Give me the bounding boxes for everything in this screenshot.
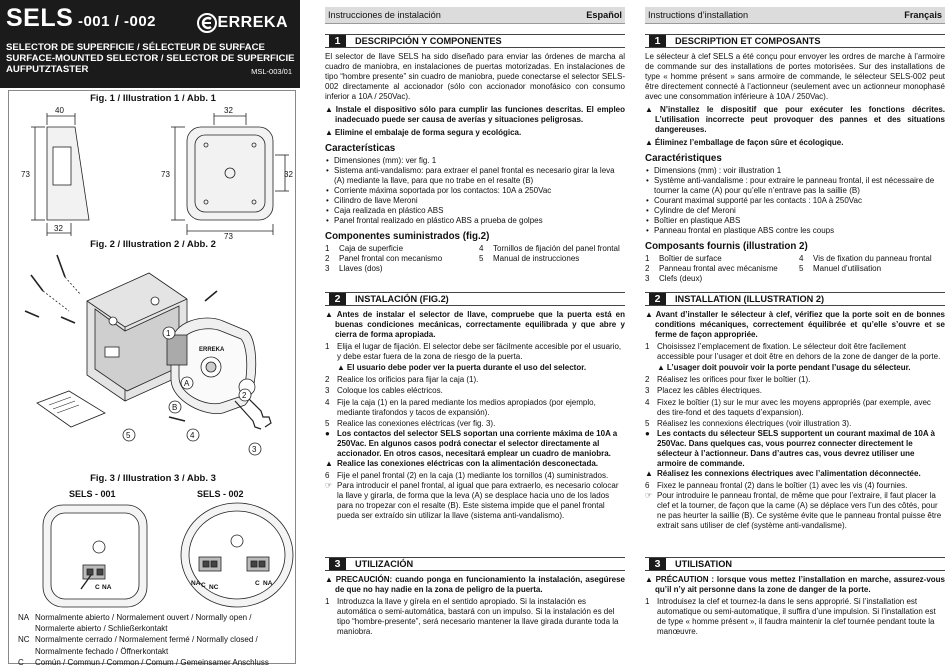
warning-triangle-icon: ▲ [325,575,334,584]
fig2-callout-b: B [172,403,178,412]
warning-triangle-icon: ▲ [325,105,334,114]
warning-triangle-icon: ▲ [325,459,333,468]
product-subtitle: SELECTOR DE SUPERFICIE / SÉLECTEUR DE SURFACE SURFACE-MOUNTED SELECTOR / SELECTOR DE SUPERFICIE AUFPUTZTASTER [6,42,295,75]
fr-characteristics-title: Caractéristiques [645,153,722,164]
fig2-callout-2: 2 [242,391,247,400]
info-circle-icon: ● [325,429,330,438]
es-parts-title: Componentes suministrados (fig.2) [325,231,490,242]
fig3-label-sels002: SELS - 002 [197,489,244,499]
fig3-right-term-c2: C [255,580,260,587]
product-title: SELS -001 / -002 [6,4,157,32]
warning-triangle-icon: ▲ [337,363,345,372]
legend-row-nc: NC Normalmente cerrado / Normalement fermé / Normally closed / Normalmente fechado / Öffnerkontakt [18,635,258,656]
fig1-dim-top: 32 [224,106,233,115]
es-section-3-body: ▲ PRECAUCIÓN: cuando ponga en funcionamiento la instalación, asegúrese de que no hay nadie en la zona de peligro de la puerta. 1 Introduzca la llave y gírela en el sentido apropiado. Si la instalación es automática o semi-automática, bastará con un impulso. Si la instalación es del tipo “hombre-presente”, será necesario mantener la llave girada durante toda la maniobra. [325,575,625,636]
fig1-dim-bottom: 73 [224,232,233,239]
fig3-right-term-nc: NC [209,584,219,591]
product-header [0,0,300,88]
warning-triangle-icon: ▲ [645,469,653,478]
fig1-title: Fig. 1 / Illustration 1 / Abb. 1 [90,93,216,104]
fr-section-3-heading: 3 UTILISATION [645,557,945,571]
es-parts-list: 1 Caja de superficie 4 Tornillos de fijación del panel frontal 2 Panel frontal con mecanismo 5 Manual de instrucciones 3 Llaves (dos) [325,244,620,273]
fr-section-2-heading: 2 INSTALLATION (ILLUSTRATION 2) [645,292,945,306]
fig2-callout-1: 1 [166,329,171,338]
fig1-dim-width: 40 [55,106,64,115]
erreka-logo-icon [197,13,217,33]
fig3-label-sels001: SELS - 001 [69,489,116,499]
warning-triangle-icon: ▲ [325,310,335,319]
fig1-dim-depth: 32 [54,224,63,233]
es-characteristics-title: Características [325,143,396,154]
fr-parts-list: 1 Boîtier de surface 4 Vis de fixation du panneau frontal 2 Panneau frontal avec mécanisme 5 Manuel d’utilisation 3 Clefs (deux) [645,254,932,283]
fig3-left-term-na: NA [102,584,112,591]
fig2-callout-3: 3 [252,445,257,454]
fig1-dim-side: 32 [284,170,293,179]
es-section-1-heading: 1 DESCRIPCIÓN Y COMPONENTES [325,34,625,48]
fig1-dim-height-right: 73 [161,170,170,179]
pointing-hand-icon: ☞ [645,490,653,500]
spanish-column-header: Instrucciones de instalación Español [325,7,625,24]
es-section-2-heading: 2 INSTALACIÓN (FIG.2) [325,292,625,306]
fr-parts-title: Composants fournis (illustration 2) [645,241,808,252]
fig3-right-term-na2: NA [263,580,273,587]
warning-triangle-icon: ▲ [645,310,654,319]
fr-section-3-body: ▲ PRÉCAUTION : lorsque vous mettez l’installation en marche, assurez-vous qu’il n’y ait personne dans la zone de danger de la porte. 1 Introduisez la clef et tournez-la dans le sens approprié. Si l’installation est automatique ou semi-automatique, il suffira d’une impulsion. Si l’installation est de type « homme présent », il faudra maintenir la clef tournée pendant toute la manœuvre. [645,575,945,636]
legend-row-na: NA Normalmente abierto / Normalement ouvert / Normally open / Normalerte abierto / Schließerkontakt [18,613,252,634]
fr-section-1-body: Le sélecteur à clef SELS a été conçu pour envoyer les ordres de marche à l’armoire de commande sur des installations de portes motorisées. Sur des installations de type « homme présent » sans armoire de commande, le sélecteur SELS-002 peut être directement connecté à l’actionneur (seulement avec un actionneur monophasé avec une consommation inférieure à 10A / 250Vac). ▲ N’installez le dispositif que pour exécuter les fonctions décrites. L’utilisation incorrecte peut provoquer des pannes et des situations dangereuses. ▲ Éliminez l’emballage de façon sûre et écologique. Caractéristiques • Dimensions (mm) : voir illustration 1 • Système anti-vandalisme : pour extraire le panneau frontal, il est nécessaire de tourner la came (A) pour qu’elle n’entrave pas la saillie (B) • Courant maximal supporté par les contacts : 10A à 250Vac • Cylindre de clef Meroni • Boîtier en plastique ABS • Panneau frontal en plastique ABS contre les coups Composants fournis (illustration 2) 1 Boîtier de surface 4 Vis de fixation du panneau frontal 2 Panneau frontal avec mécanisme 5 Manuel d’utilisation 3 Clefs (deux) [645,52,945,284]
es-intro: El selector de llave SELS ha sido diseñado para enviar las órdenes de marcha al cuadro de maniobra, en instalaciones de puertas motorizadas. En instalaciones de tipo “hombre presente” sin cuadro de maniobra, puede conectarse el selector SELS-002 directamente al accionador (sólo con accionador monofásico con consumo inferior a 10A / 250Vac). [325,52,625,101]
figures-frame [8,90,296,664]
es-section-2-body: ▲ Antes de instalar el selector de llave, compruebe que la puerta está en buenas condiciones mecánicas, correctamente equilibrada y que abre y cierra de forma apropiada. 1 Elija el lugar de fijación. El selector debe ser fácilmente accesible por el usuario, y debe estar fuera de la zona de riesgo de la puerta. ▲ El usuario debe poder ver la puerta durante el uso del selector. 2 Realice los orificios para fijar la caja (1). 3 Coloque los cables eléctricos. 4 Fije la caja (1) en la pared mediante los medios apropiados (por ejemplo, mediante tirafondos y tacos de expansión). 5 Realice las conexiones eléctricas (ver fig. 3). ● Los contactos del selector SELS soportan una corriente máxima de 10A a 250Vac. En algunos casos podrá conectar el selector directamente al accionador. En otros casos, necesitará emplear un cuadro de maniobra. ▲ Realice las conexiones eléctricas con la alimentación desconectada. 6 Fije el panel frontal (2) en la caja (1) mediante los tornillos (4) suministrados. ☞ Para introducir el panel frontal, al igual que para extraerlo, es necesario colocar la llave y girarla, de forma que la leva (A) se desplace hacia uno de los lados para no tropezar con el resalte (B). Este sistema impide que el panel frontal pueda ser extraído sin utilizar la llave (sistema anti-vandalismo). [325,310,625,520]
legend-row-c: C Común / Commun / Common / Comum / Gemeinsamer Anschluss [18,657,269,667]
fr-section-2-body: ▲ Avant d’installer le sélecteur à clef, vérifiez que la porte soit en de bonnes conditions mécaniques, correctement équilibrée et qu’elle s’ouvre et se ferme de façon appropriée. 1 Choisissez l’emplacement de fixation. Le sélecteur doit être facilement accessible pour l’usager et doit être en dehors de la zone de danger de la porte. ▲ L’usager doit pouvoir voir la porte pendant l’usage du sélecteur. 2 Réalisez les orifices pour fixer le boîtier (1). 3 Placez les câbles électriques. 4 Fixez le boîtier (1) sur le mur avec les moyens appropriés (par exemple, avec des tire-fond et des taquets d’expansion). 5 Réalisez les connexions électriques (voir illustration 3). ● Les contacts du sélecteur SELS supportent un courant maximal de 10A à 250Vac. Dans quelques cas, vous pourrez connecter directement le sélecteur à l’actionneur. Dans d’autres cas, vous devrez utiliser une armoire de commande. ▲ Réalisez les connexions électriques avec l’alimentation déconnectée. 6 Fixez le panneau frontal (2) dans le boîtier (1) avec les vis (4) fournies. ☞ Pour introduire le panneau frontal, de même que pour l’extraire, il faut placer la clef et la tourner, de façon que la came (A) se déplace vers l’un des côtés, pour ne pas heurter la saillie (B). Ce système évite que le panneau frontal puisse être extrait sans utiliser de clef (système anti-vandalisme). [645,310,945,530]
pointing-hand-icon: ☞ [325,480,333,490]
document-code: MSL-003/01 [251,67,292,76]
fig3-wiring-diagram [9,485,297,613]
fig2-callout-a: A [184,379,190,388]
brand-logo: ERREKA [197,12,288,34]
warning-triangle-icon: ▲ [645,575,654,584]
french-column [645,0,945,667]
es-section-1-body: El selector de llave SELS ha sido diseñado para enviar las órdenes de marcha al cuadro de maniobra, en instalaciones de puertas motorizadas. En instalaciones de tipo “hombre presente” sin cuadro de maniobra, puede conectarse el selector SELS-002 directamente al accionador (sólo con accionador monofásico con consumo inferior a 10A / 250Vac). ▲ Instale el dispositivo sólo para cumplir las funciones descritas. El empleo inadecuado puede ser causa de averías y situaciones peligrosas. ▲ Elimine el embalaje de forma segura y ecológica. Características • Dimensiones (mm): ver fig. 1 • Sistema anti-vandalismo: para extraer el panel frontal es necesario girar la leva (A) mediante la llave, para que no trabe en el resalte (B) • Corriente máxima soportada por los contactos: 10A a 250Vac • Cilindro de llave Meroni • Caja realizada en plástico ABS • Panel frontal realizado en plástico ABS a prueba de golpes Componentes suministrados (fig.2) 1 Caja de superficie 4 Tornillos de fijación del panel frontal 2 Panel frontal con mecanismo 5 Manual de instrucciones 3 Llaves (dos) [325,52,625,274]
fig2-callout-5: 5 [126,431,131,440]
fig3-right-term-na: NA [191,580,201,587]
warning-triangle-icon: ▲ [657,363,665,372]
fig3-right-term-c: C [201,582,206,589]
fr-section-1-heading: 1 DESCRIPTION ET COMPOSANTS [645,34,945,48]
terminal-legend [18,612,296,667]
fig3-left-term-c: C [95,584,100,591]
warning-triangle-icon: ▲ [325,128,333,137]
fr-intro: Le sélecteur à clef SELS a été conçu pour envoyer les ordres de marche à l’armoire de commande sur des installations de portes motorisées. Sur des installations de type « homme présent » sans armoire de commande, le sélecteur SELS-002 peut être directement connecté à l’actionneur (seulement avec un actionneur monophasé avec une consommation inférieure à 10A / 250Vac). [645,52,945,101]
fig2-exploded-view [9,251,297,465]
fig2-panel-brand: ERREKA [199,347,225,353]
spanish-column [325,0,625,667]
es-section-3-heading: 3 UTILIZACIÓN [325,557,625,571]
fig2-title: Fig. 2 / Illustration 2 / Abb. 2 [90,239,216,250]
warning-triangle-icon: ▲ [645,105,658,114]
figure-column [0,0,300,667]
french-column-header: Instructions d’installation Français [645,7,945,24]
fig1-dim-height: 73 [21,170,30,179]
fig2-callout-4: 4 [190,431,195,440]
warning-triangle-icon: ▲ [645,138,653,147]
info-circle-icon: ● [645,429,650,438]
fig3-title: Fig. 3 / Illustration 3 / Abb. 3 [90,473,216,484]
fig1-dimension-drawing [9,105,297,239]
